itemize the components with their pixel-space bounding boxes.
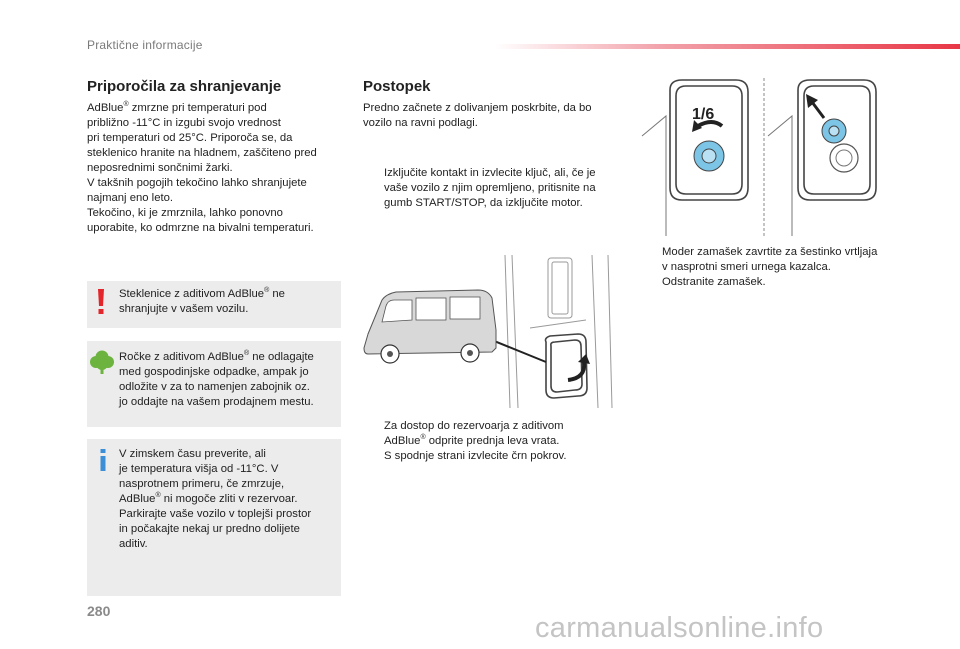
step-line [384, 434, 618, 449]
storage-line: najmanj eno leto. [87, 192, 174, 204]
warning-text-part: Steklenice z aditivom [119, 288, 228, 300]
section-label: Praktične informacije [87, 38, 203, 52]
reg-mark: ® [264, 287, 270, 295]
step-line: gumb START/STOP, da izključite motor. [384, 197, 583, 209]
storage-line: uporabite, ko odmrzne na bivalni temperaturi. [87, 222, 314, 234]
page-number: 280 [87, 603, 111, 619]
info-line: V zimskem času preverite, ali [119, 448, 266, 460]
cap-step [641, 245, 901, 275]
access-step-list [363, 419, 618, 464]
step-line: Za dostop do rezervoarja z aditivom [384, 420, 564, 432]
warning-text [119, 287, 334, 317]
reg-mark: ® [243, 350, 250, 358]
watermark: carmanualsonline.info [535, 612, 824, 644]
access-step [363, 449, 618, 464]
procedure-step [363, 166, 618, 211]
intro-line: vozilo na ravni podlagi. [363, 117, 478, 129]
brand-name: AdBlue [384, 435, 421, 447]
storage-line [87, 101, 342, 116]
step-text-part: odprite prednja leva vrata. [425, 435, 560, 447]
cap-rotation-label: 1/6 [692, 106, 715, 123]
info-line: je temperatura višja od -11°C. V [119, 463, 279, 475]
van-door-illustration [360, 250, 618, 410]
access-step [363, 419, 618, 449]
step-line: Izključite kontakt in izvlecite ključ, ali, če je [384, 167, 596, 179]
storage-text: zmrzne pri temperaturi pod [131, 102, 267, 114]
storage-line: pri temperaturi od 25°C. Priporoča se, da [87, 132, 293, 144]
environment-line: jo oddajte na vašem prodajnem mestu. [119, 396, 314, 408]
step-line: vaše vozilo z njim opremljeno, pritisnite na [384, 182, 596, 194]
storage-line: V takšnih pogojih tekočino lahko shranjujete [87, 177, 307, 189]
tree-icon [90, 349, 114, 375]
storage-line: steklenico hranite na hladnem, zaščiteno pred [87, 147, 317, 159]
storage-body [87, 101, 342, 236]
step-line: v nasprotni smeri urnega kazalca. [662, 261, 831, 273]
reg-mark: ® [420, 434, 426, 442]
warning-line [119, 287, 334, 302]
info-line [119, 492, 334, 507]
header-accent-bar [495, 44, 960, 49]
cap-step [641, 275, 901, 290]
warning-line: shranjujte v vašem vozilu. [119, 303, 249, 315]
warning-box [87, 281, 341, 328]
procedure-intro [363, 101, 613, 131]
storage-line: Tekočino, ki je zmrznila, lahko ponovno [87, 207, 283, 219]
intro-line: Predno začnete z dolivanjem poskrbite, da bo [363, 102, 592, 114]
brand-name: AdBlue [87, 102, 124, 114]
environment-text-part: Ročke z aditivom [119, 351, 208, 363]
exclamation-icon [96, 289, 106, 315]
procedure-title: Postopek [363, 78, 431, 95]
environment-box [87, 341, 341, 427]
info-icon [99, 449, 107, 471]
info-text [119, 447, 334, 552]
brand-name: AdBlue [119, 493, 156, 505]
storage-line: neposrednimi sončnimi žarki. [87, 162, 233, 174]
step-line: S spodnje strani izvlecite črn pokrov. [384, 450, 567, 462]
procedure-step-list [363, 166, 618, 211]
environment-line: odložite v za to namenjen zabojnik oz. [119, 381, 310, 393]
brand-name: AdBlue [207, 351, 244, 363]
reg-mark: ® [155, 492, 161, 500]
cap-removal-illustration [640, 76, 890, 238]
environment-text-part: ne odlagajte [249, 351, 314, 363]
environment-line: med gospodinjske odpadke, ampak jo [119, 366, 309, 378]
info-line: nasprotnem primeru, če zmrzuje, [119, 478, 285, 490]
info-line: in počakajte nekaj ur predno dolijete [119, 523, 300, 535]
step-line: Odstranite zamašek. [662, 276, 766, 288]
storage-title: Priporočila za shranjevanje [87, 78, 282, 95]
info-line: aditiv. [119, 538, 148, 550]
warning-text-part: ne [269, 288, 285, 300]
info-line: Parkirajte vaše vozilo v toplejši prostor [119, 508, 312, 520]
reg-mark: ® [123, 101, 129, 109]
info-text-part: ni mogoče zliti v rezervoar. [160, 493, 298, 505]
cap-step-list [641, 245, 901, 290]
brand-name: AdBlue [227, 288, 265, 300]
step-line: Moder zamašek zavrtite za šestinko vrtljaja [662, 246, 878, 258]
environment-text [119, 350, 334, 410]
environment-line [119, 350, 334, 365]
storage-line: približno -11°C in izgubi svojo vrednost [87, 117, 281, 129]
info-box [87, 439, 341, 596]
